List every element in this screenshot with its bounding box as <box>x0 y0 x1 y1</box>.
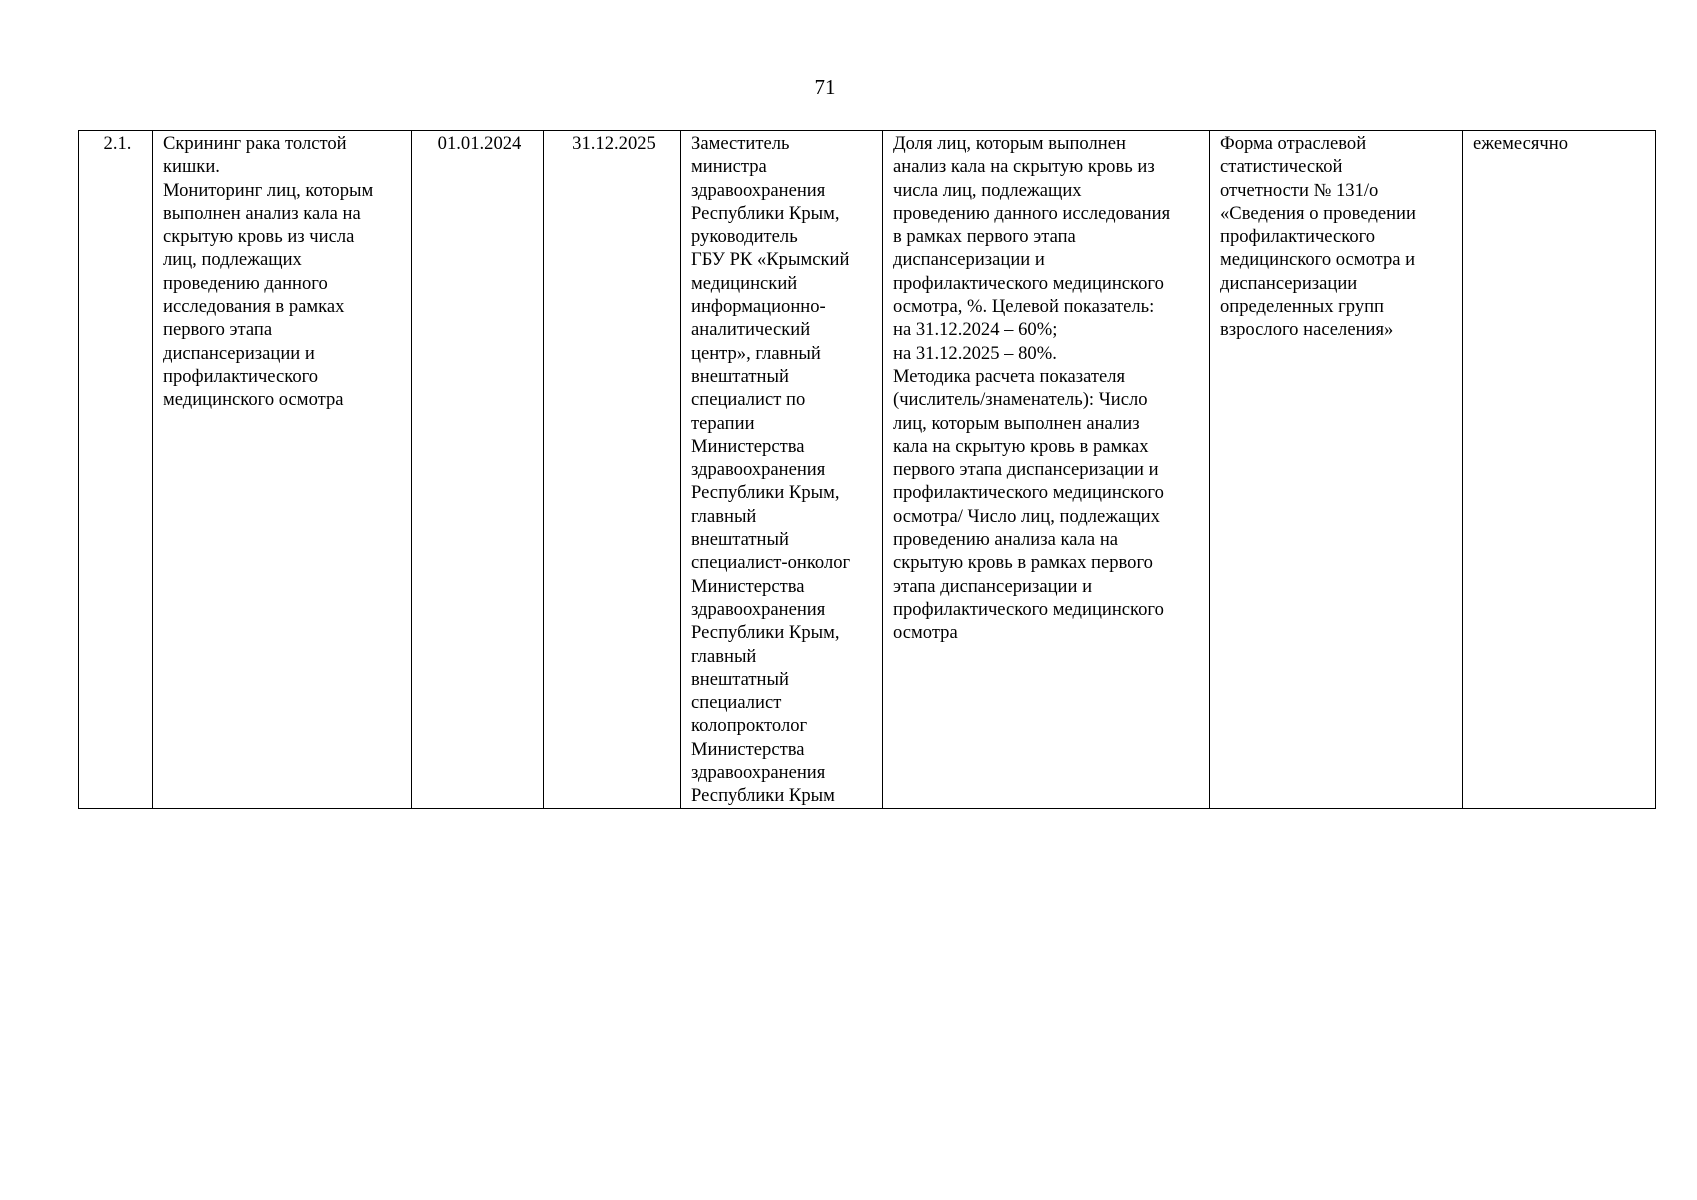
text-line: ГБУ РК «Крымский <box>691 249 850 271</box>
text-line: Форма отраслевой <box>1220 133 1367 154</box>
text-line: информационно- <box>691 296 826 318</box>
text-line: профилактического <box>163 365 319 387</box>
text-line: осмотра/ Число лиц, подлежащих <box>893 505 1160 527</box>
text-line: Республики Крым, <box>691 482 840 504</box>
table-row <box>79 131 1656 809</box>
text-line: профилактического медицинского <box>893 482 1164 504</box>
text-line: медицинского осмотра <box>163 389 344 411</box>
text-line: диспансеризации <box>1220 272 1358 294</box>
text-line: проведению данного <box>163 272 328 294</box>
text-line: осмотра, %. Целевой показатель: <box>893 296 1155 318</box>
responsible-text <box>691 132 876 808</box>
text-line: терапии <box>691 412 755 434</box>
responsible-cell <box>681 131 883 809</box>
text-line: Республики Крым, <box>691 622 840 644</box>
text-line: лиц, которым выполнен анализ <box>893 412 1140 434</box>
text-line: здравоохранения <box>691 762 826 784</box>
text-line: диспансеризации и <box>893 249 1045 271</box>
text-line: Скрининг рака толстой <box>163 133 347 154</box>
text-line: Министерства <box>691 435 805 457</box>
text-line: здравоохранения <box>691 459 826 481</box>
text-line: лиц, подлежащих <box>163 249 302 271</box>
text-line: определенных групп <box>1220 296 1385 318</box>
text-line: Доля лиц, которым выполнен <box>893 133 1126 154</box>
text-line: кишки. <box>163 156 220 178</box>
text-line: кала на скрытую кровь в рамках <box>893 435 1149 457</box>
text-line: диспансеризации и <box>163 342 315 364</box>
text-line: на 31.12.2025 – 80%. <box>893 342 1057 364</box>
plan-table <box>78 130 1656 809</box>
text-line: профилактического <box>1220 226 1376 248</box>
text-line: скрытую кровь из числа <box>163 226 355 248</box>
text-line: «Сведения о проведении <box>1220 202 1416 224</box>
text-line: исследования в рамках <box>163 296 345 318</box>
text-line: взрослого населения» <box>1220 319 1394 341</box>
text-line: Министерства <box>691 575 805 597</box>
text-line: Республики Крым, <box>691 202 840 224</box>
text-line: профилактического медицинского <box>893 598 1164 620</box>
text-line: числа лиц, подлежащих <box>893 179 1082 201</box>
text-line: статистической <box>1220 156 1343 178</box>
text-line: (числитель/знаменатель): Число <box>893 389 1148 411</box>
end-date-cell <box>544 131 681 809</box>
text-line: первого этапа диспансеризации и <box>893 459 1159 481</box>
text-line: проведению анализа кала на <box>893 529 1119 551</box>
text-line: колопроктолог <box>691 715 808 737</box>
source-text <box>1220 132 1456 342</box>
event-text <box>163 132 405 412</box>
text-line: аналитический <box>691 319 811 341</box>
text-line: осмотра <box>893 622 958 644</box>
page-number: 71 <box>814 75 836 99</box>
text-line: Республики Крым <box>691 785 835 807</box>
text-line: проведению данного исследования <box>893 202 1171 224</box>
frequency: ежемесячно <box>1473 133 1568 154</box>
text-line: Мониторинг лиц, которым <box>163 179 374 201</box>
text-line: руководитель <box>691 226 798 248</box>
text-line: Заместитель <box>691 133 790 154</box>
text-line: на 31.12.2024 – 60%; <box>893 319 1058 341</box>
row-number: 2.1. <box>103 133 132 154</box>
text-line: Методика расчета показателя <box>893 365 1126 387</box>
text-line: Министерства <box>691 738 805 760</box>
text-line: выполнен анализ кала на <box>163 202 361 224</box>
source-cell <box>1210 131 1463 809</box>
text-line: внештатный <box>691 668 789 690</box>
text-line: отчетности № 131/о <box>1220 179 1379 201</box>
text-line: специалист по <box>691 389 806 411</box>
text-line: главный <box>691 645 757 667</box>
text-line: этапа диспансеризации и <box>893 575 1093 597</box>
start-date-cell <box>412 131 544 809</box>
event-cell <box>153 131 412 809</box>
start-date: 01.01.2024 <box>437 133 522 154</box>
text-line: главный <box>691 505 757 527</box>
text-line: центр», главный <box>691 342 821 364</box>
indicator-cell <box>883 131 1210 809</box>
text-line: внештатный <box>691 365 789 387</box>
text-line: специалист <box>691 692 782 714</box>
text-line: скрытую кровь в рамках первого <box>893 552 1153 574</box>
text-line: министра <box>691 156 767 178</box>
text-line: медицинского осмотра и <box>1220 249 1416 271</box>
text-line: первого этапа <box>163 319 273 341</box>
row-number-cell <box>79 131 153 809</box>
indicator-text <box>893 132 1203 645</box>
text-line: профилактического медицинского <box>893 272 1164 294</box>
text-line: здравоохранения <box>691 598 826 620</box>
text-line: здравоохранения <box>691 179 826 201</box>
text-line: в рамках первого этапа <box>893 226 1076 248</box>
text-line: внештатный <box>691 529 789 551</box>
text-line: анализ кала на скрытую кровь из <box>893 156 1155 178</box>
text-line: медицинский <box>691 272 798 294</box>
text-line: специалист-онколог <box>691 552 851 574</box>
end-date: 31.12.2025 <box>572 133 656 154</box>
frequency-cell <box>1463 131 1656 809</box>
